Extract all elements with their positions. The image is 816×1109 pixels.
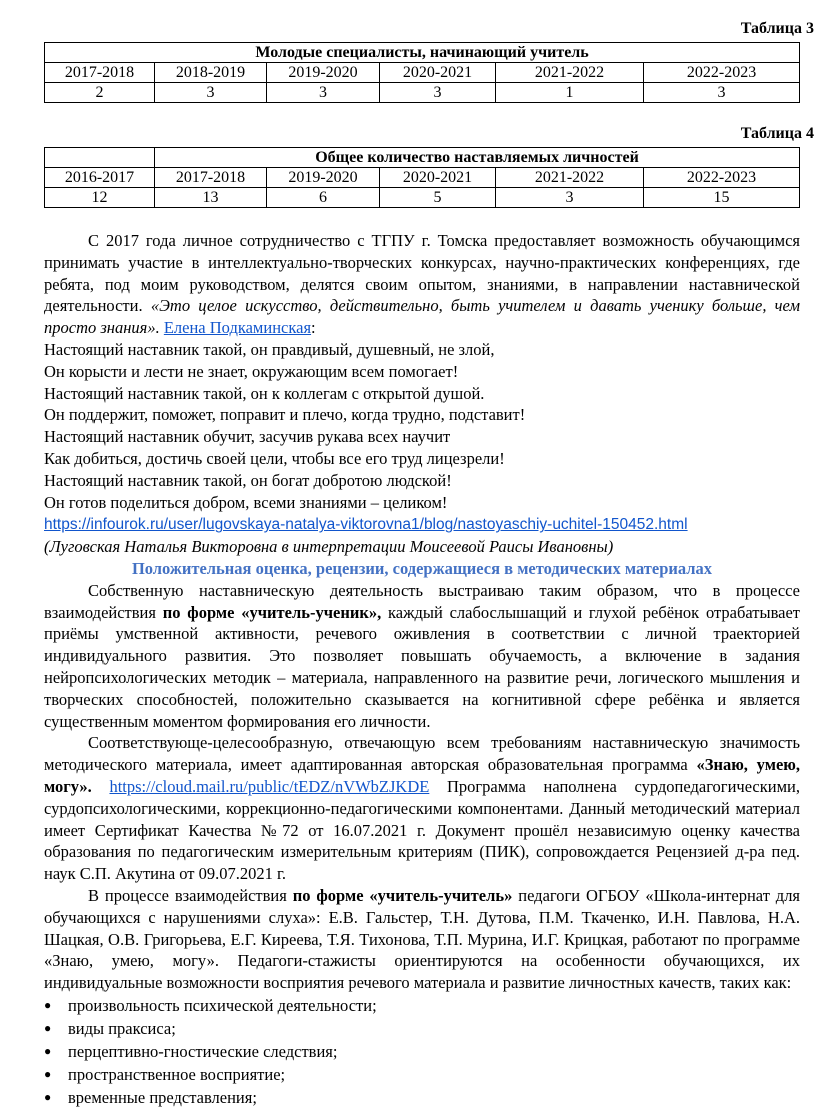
table3-value: 2 <box>45 83 155 103</box>
poem-line: Он готов поделиться добром, всеми знаниями – целиком! <box>44 492 448 512</box>
table4-empty-cell <box>45 148 155 168</box>
table3-value-row <box>45 83 800 103</box>
table3-caption: Таблица 3 <box>740 20 814 37</box>
table3-value: 3 <box>267 83 380 103</box>
list-item <box>44 1063 800 1086</box>
table3-year: 2021-2022 <box>496 63 644 83</box>
list-item-text: произвольность психической деятельности; <box>68 995 377 1015</box>
qualities-list <box>44 994 800 1109</box>
intro-colon: : <box>311 318 316 338</box>
author-link[interactable]: Елена Подкаминская <box>163 318 312 338</box>
program-link[interactable]: https://cloud.mail.ru/public/tEDZ/nVWbZJKDE <box>109 776 430 796</box>
para1-text-b: каждый слабослышащий и глухой ребёнок отрабатывает приёмы умственной активности, речевого оживления в соответствии с личной траекторией индивидуального развития. Это позволяет повышать обучаемость, а включение в задания нейропсихологических методик – материала, направленного на развитие речи, логического мышления и творческих способностей, положительно сказывается на когнитивной сфере ребёнка и является существенным моментом формирования его личности. <box>44 602 801 731</box>
table4 <box>44 147 800 208</box>
table3 <box>44 42 800 103</box>
list-item-text: перцептивно-гностические следствия; <box>68 1041 338 1061</box>
table3-value: 3 <box>644 83 800 103</box>
table3-year-row <box>45 63 800 83</box>
bullet-icon: ● <box>44 1066 52 1081</box>
table3-value: 3 <box>155 83 267 103</box>
intro-text: С 2017 года личное сотрудничество с ТГПУ г. Томска предоставляет возможность обучающимся принимать участие в интеллектуально-творческих конкурсах, научно-практических конференциях, где ребята, под моим руководством, делятся своим опытом, знаниями, в направлении наставнической деятельности. <box>44 231 800 316</box>
table4-caption: Таблица 4 <box>740 125 814 142</box>
section-heading: Положительная оценка, рецензии, содержащиеся в методических материалах <box>131 558 713 578</box>
table3-value: 1 <box>496 83 644 103</box>
table3-value: 3 <box>380 83 496 103</box>
para2-text-a: Соответствующе-целесообразную, отвечающую всем требованиям наставническую значимость методического материала, имеет адаптированная авторская образовательная программа <box>44 733 800 775</box>
bullet-icon: ● <box>44 1043 52 1058</box>
table3-year: 2022-2023 <box>644 63 800 83</box>
table4-year: 2017-2018 <box>155 168 267 188</box>
list-item <box>44 1040 800 1063</box>
table4-value: 6 <box>267 188 380 208</box>
table4-year: 2022-2023 <box>644 168 800 188</box>
table4-value: 15 <box>644 188 800 208</box>
list-item <box>44 1017 800 1040</box>
table3-year: 2017-2018 <box>45 63 155 83</box>
list-item-text: виды праксиса; <box>68 1018 176 1038</box>
table4-value: 12 <box>45 188 155 208</box>
para2-bold: «Знаю, умею, могу». <box>44 755 801 796</box>
paragraph-program <box>44 732 800 885</box>
table4-year: 2020-2021 <box>380 168 496 188</box>
para3-text-b: педагоги ОГБОУ «Школа-интернат для обучающихся с нарушениями слуха»: Е.В. Гальстер, Т.Н. Дутова, П.М. Ткаченко, И.Н. Павлова, Н.А. Шацкая, О.В. Григорьева, Е.Г. Киреева, Т.Я. Тихонова, Т.П. Мурина, И.Г. Крицкая, работают по программе «Знаю, умею, могу». Педагоги-стажисты ориентируются на особенности обучающихся, их индивидуальные возможности восприятия речевого материала и развитие личностных качеств, таких как: <box>44 885 801 993</box>
poem-credit: (Луговская Наталья Викторовна в интерпретации Моисеевой Раисы Ивановны) <box>44 537 614 557</box>
para1-bold: по форме «учитель-ученик», <box>162 602 382 622</box>
table4-year: 2019-2020 <box>267 168 380 188</box>
table4-year: 2021-2022 <box>496 168 644 188</box>
bullet-icon: ● <box>44 997 52 1012</box>
intro-quote: «Это целое искусство, действительно, быть учителем и давать ученику больше, чем просто знания». <box>44 296 800 338</box>
para1-text-a: Собственную наставническую деятельность выстраиваю таким образом, что в процессе взаимодействия <box>44 580 800 622</box>
poem-line: Он корысти и лести не знает, окружающим всем помогает! <box>44 361 459 381</box>
table3-header: Молодые специалисты, начинающий учитель <box>45 43 800 63</box>
para3-bold: по форме «учитель-учитель» <box>292 885 513 905</box>
poem-line: Настоящий наставник такой, он правдивый, душевный, не злой, <box>44 339 495 359</box>
table4-year-row <box>45 168 800 188</box>
poem-source-link[interactable]: https://infourok.ru/user/lugovskaya-natalya-viktorovna1/blog/nastoyaschiy-uchitel-150452.html <box>44 516 688 534</box>
list-item-text: временные представления; <box>68 1087 257 1107</box>
list-item <box>44 1086 800 1109</box>
poem-line: Как добиться, достичь своей цели, чтобы все его труд лицезрели! <box>44 448 505 468</box>
table3-year: 2018-2019 <box>155 63 267 83</box>
bullet-icon: ● <box>44 1089 52 1104</box>
poem-line: Настоящий наставник обучит, засучив рукава всех научит <box>44 427 451 447</box>
table4-year: 2016-2017 <box>45 168 155 188</box>
paragraph-teacher-student <box>44 580 800 733</box>
table4-value-row <box>45 188 800 208</box>
list-item-text: пространственное восприятие; <box>68 1064 286 1084</box>
para3-text-a: В процессе взаимодействия <box>88 885 287 905</box>
para2-text-b: Программа наполнена сурдопедагогическими, сурдопсихологическими, коррекционно-педагогическими компонентами. Данный методический материал имеет Сертификат Качества №72 от 16.07.2021 г. Документ прошёл независимую оценку качества образования по педагогическим измерительным критериям (ПИК), сопровождается Рецензией д-ра пед. наук С.П. Акутина от 09.07.2021 г. <box>44 776 800 884</box>
poem-line: Настоящий наставник такой, он богат добротою людской! <box>44 470 452 490</box>
intro-paragraph <box>44 230 800 339</box>
poem <box>44 339 800 558</box>
table3-year: 2020-2021 <box>380 63 496 83</box>
document-page <box>44 0 814 1109</box>
table4-value: 13 <box>155 188 267 208</box>
list-item <box>44 994 800 1017</box>
bullet-icon: ● <box>44 1020 52 1035</box>
paragraph-teacher-teacher <box>44 885 800 994</box>
table4-header: Общее количество наставляемых личностей <box>155 148 800 168</box>
table4-value: 5 <box>380 188 496 208</box>
table3-year: 2019-2020 <box>267 63 380 83</box>
poem-line: Настоящий наставник такой, он к коллегам с открытой душой. <box>44 383 485 403</box>
poem-line: Он поддержит, поможет, поправит и плечо, когда трудно, подставит! <box>44 405 526 425</box>
table4-value: 3 <box>496 188 644 208</box>
